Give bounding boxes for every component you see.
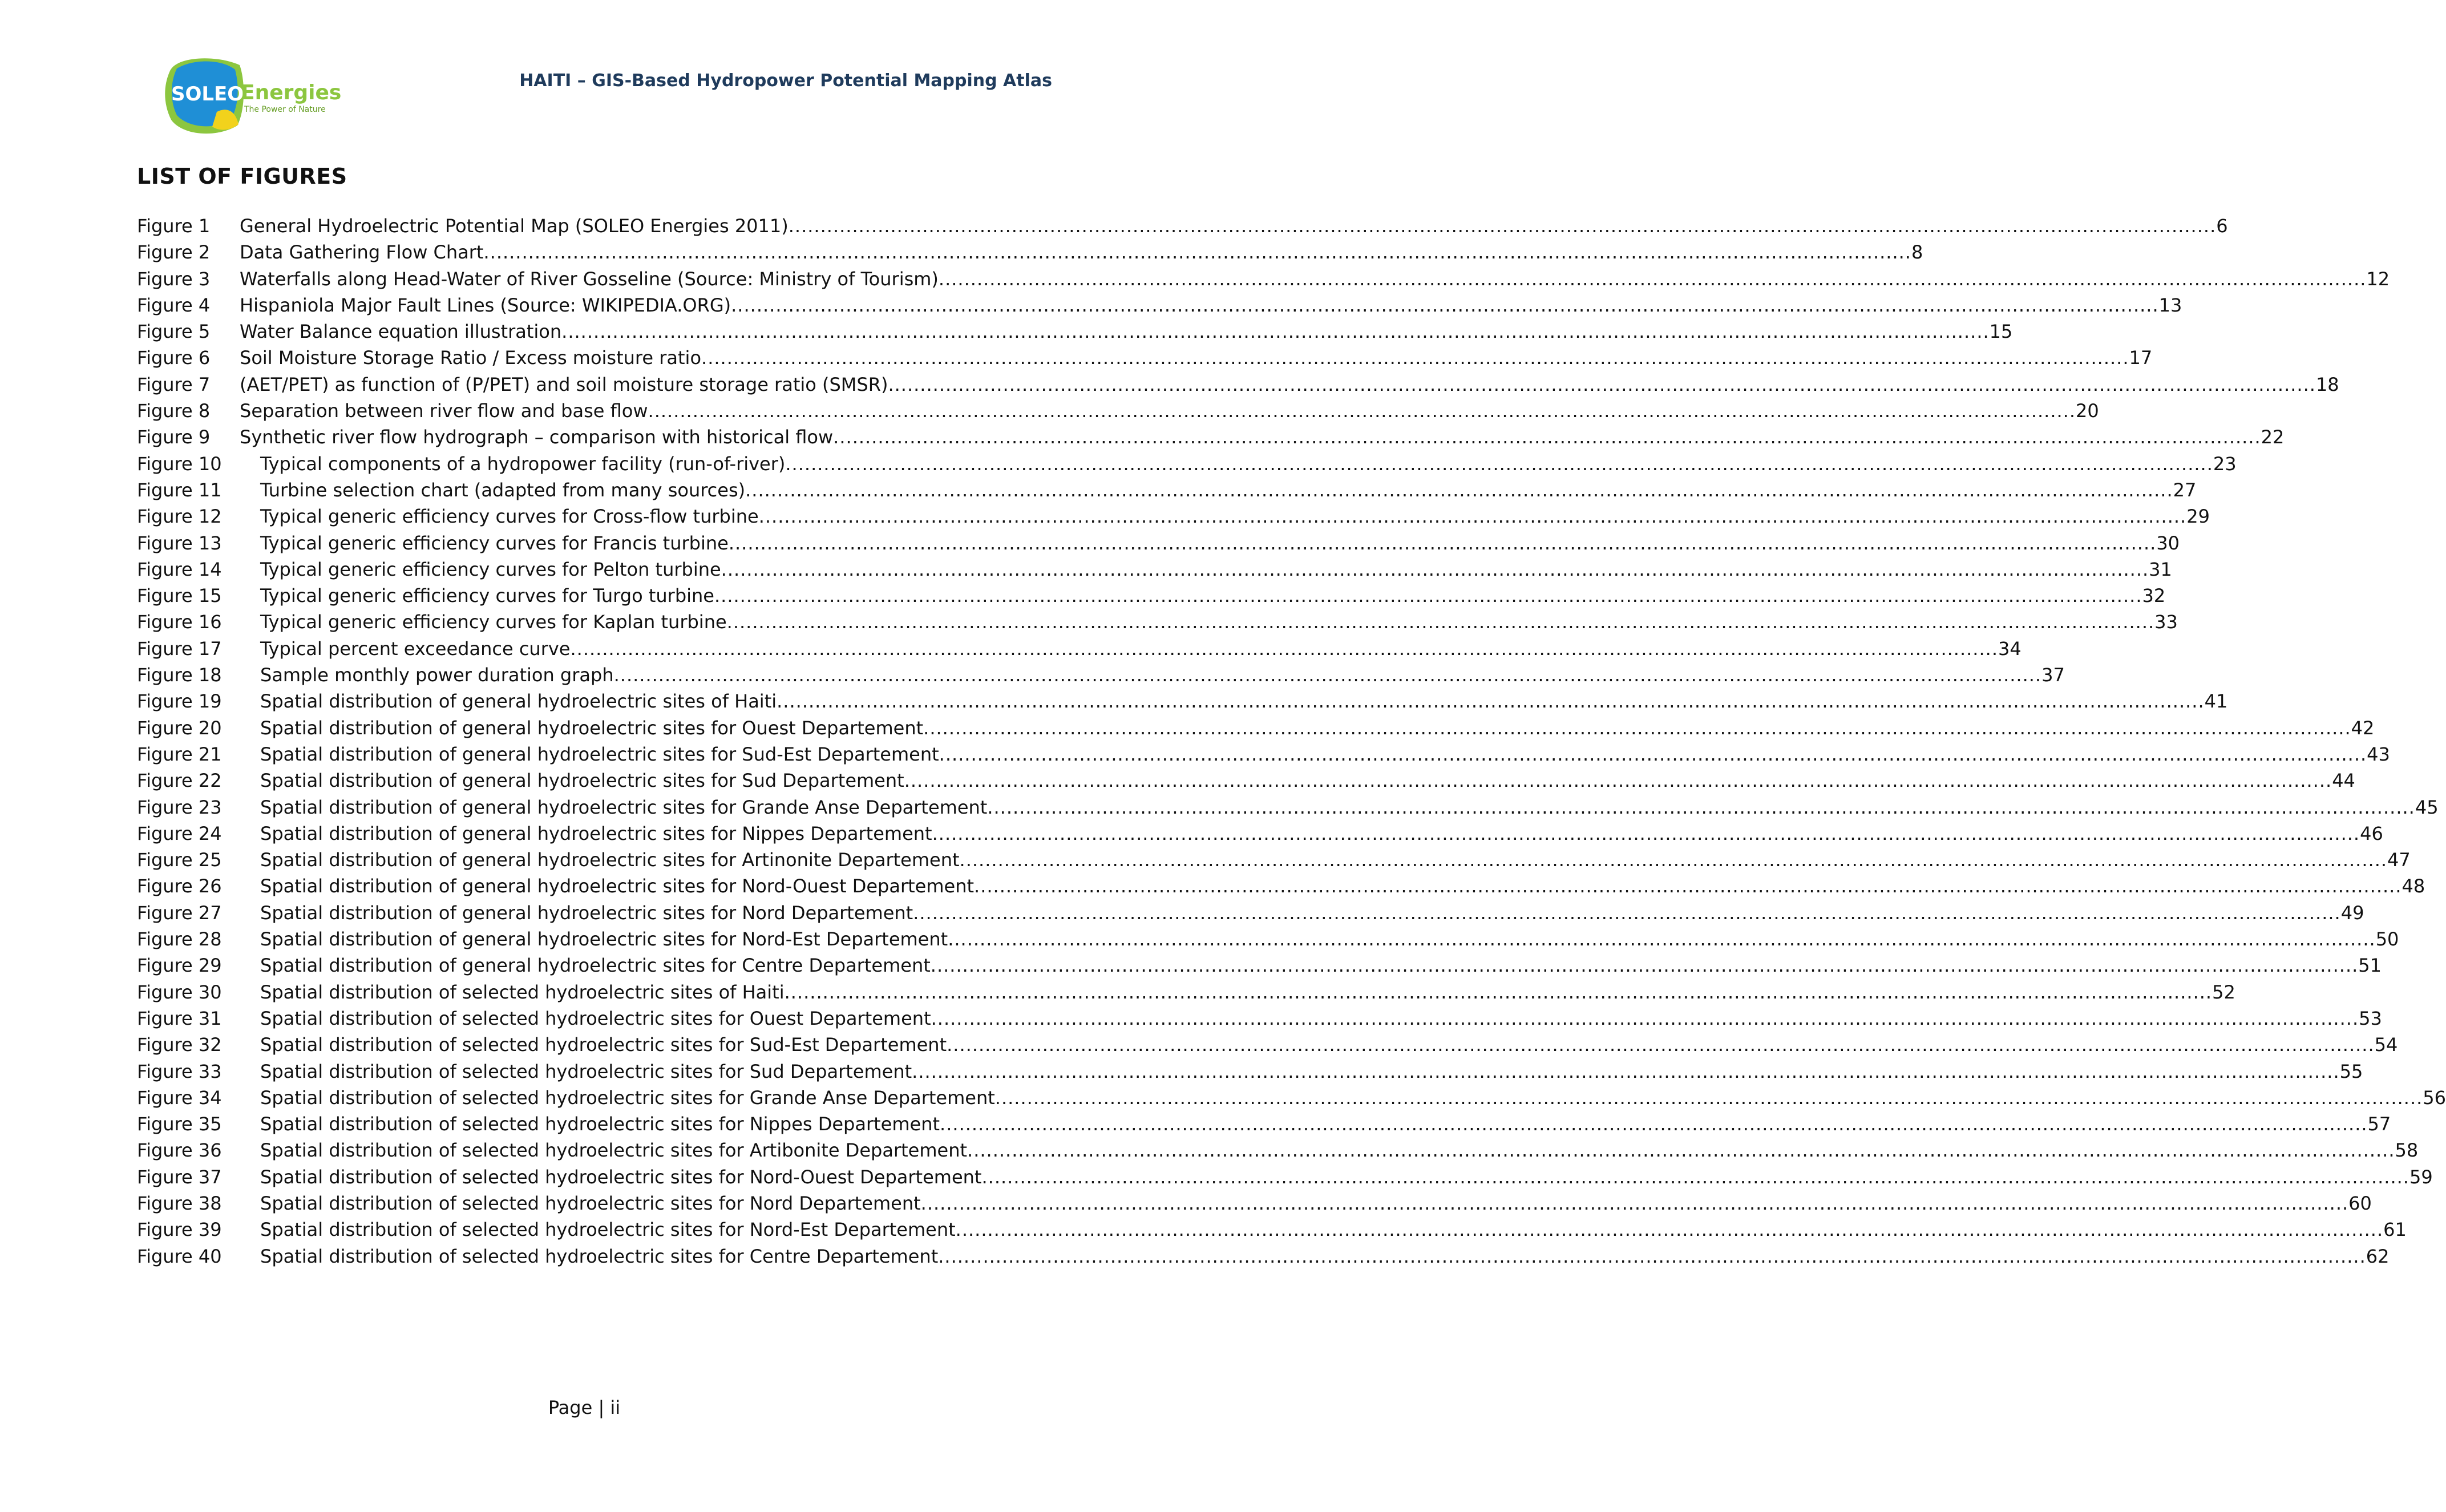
figure-entry[interactable]: [137, 1190, 2372, 1216]
figure-title: Spatial distribution of selected hydroelectric sites for Nord Departement: [260, 1192, 921, 1214]
figure-entry-line: [260, 1085, 2446, 1111]
figure-entry-line: [260, 979, 2235, 1005]
figure-entry[interactable]: [137, 398, 2099, 424]
document-header-title: HAITI – GIS-Based Hydropower Potential Mapping Atlas: [519, 71, 1052, 91]
figure-title: Spatial distribution of selected hydroelectric sites for Nippes Departement: [260, 1113, 940, 1135]
figure-page-number: 20: [2076, 400, 2099, 422]
figure-entry[interactable]: [137, 636, 2022, 662]
figure-entry[interactable]: [137, 318, 2013, 345]
figure-label: Figure 8: [137, 400, 211, 422]
dot-leader: [960, 847, 2388, 873]
dot-leader: [714, 583, 2142, 609]
figure-page-number: 44: [2332, 770, 2355, 792]
figure-page-number: 56: [2423, 1086, 2446, 1109]
figure-label: Figure 2: [137, 241, 211, 264]
figure-entry[interactable]: [137, 979, 2235, 1005]
figure-title: Spatial distribution of selected hydroelectric sites for Sud-Est Departement: [260, 1034, 947, 1056]
dot-leader: [921, 1190, 2349, 1216]
figure-label: Figure 37: [137, 1166, 222, 1188]
figure-entry-line: [260, 556, 2172, 583]
dot-leader: [721, 556, 2149, 583]
figure-entry-line: [260, 503, 2210, 529]
figure-label: Figure 38: [137, 1192, 222, 1214]
figure-page-number: 22: [2261, 426, 2285, 448]
figure-entry-line: [260, 926, 2399, 952]
figure-entry[interactable]: [137, 266, 2390, 292]
dot-leader: [570, 636, 1998, 662]
dot-leader: [731, 292, 2159, 318]
figure-page-number: 30: [2156, 532, 2180, 554]
figure-label: Figure 31: [137, 1007, 222, 1029]
dot-leader: [987, 794, 2415, 820]
figure-title: Spatial distribution of selected hydroelectric sites for Ouest Departement: [260, 1007, 931, 1029]
figure-label: Figure 23: [137, 796, 222, 818]
figure-label: Figure 29: [137, 955, 222, 977]
figure-entry-line: [240, 318, 2013, 345]
figure-entry[interactable]: [137, 239, 1923, 265]
figure-title: Spatial distribution of general hydroelectric sites for Sud Departement: [260, 770, 904, 792]
figure-page-number: 61: [2383, 1219, 2407, 1241]
figure-page-number: 23: [2213, 452, 2237, 475]
figure-label: Figure 34: [137, 1086, 222, 1109]
figure-page-number: 32: [2142, 585, 2166, 607]
page-number: Page | ii: [548, 1397, 621, 1418]
dot-leader: [967, 1137, 2395, 1163]
figure-title: Spatial distribution of selected hydroelectric sites for Artibonite Departement: [260, 1139, 968, 1162]
figure-entry[interactable]: [137, 1111, 2391, 1137]
figure-entry-line: [260, 583, 2166, 609]
figure-title: Spatial distribution of selected hydroelectric sites for Nord-Ouest Departement: [260, 1166, 982, 1188]
figure-label: Figure 20: [137, 717, 222, 739]
figure-entry[interactable]: [137, 1243, 2390, 1270]
figure-entry-line: [260, 636, 2022, 662]
figure-page-number: 50: [2375, 928, 2399, 951]
figure-entry-line: [260, 794, 2439, 820]
dot-leader: [931, 1005, 2359, 1032]
figure-title: Typical components of a hydropower facility (run-of-river): [260, 452, 786, 475]
figure-label: Figure 16: [137, 611, 222, 633]
figure-page-number: 17: [2129, 347, 2153, 369]
figure-entry[interactable]: [137, 451, 2237, 477]
dot-leader: [904, 767, 2332, 794]
figure-label: Figure 27: [137, 901, 222, 924]
dot-leader: [995, 1085, 2423, 1111]
figure-entry-line: [260, 662, 2065, 688]
dot-leader: [785, 451, 2213, 477]
figure-label: Figure 32: [137, 1034, 222, 1056]
figure-label: Figure 22: [137, 770, 222, 792]
figure-entry-line: [260, 1243, 2390, 1270]
figure-page-number: 54: [2374, 1034, 2398, 1056]
dot-leader: [483, 239, 1911, 265]
figure-page-number: 52: [2212, 981, 2235, 1003]
company-logo: [160, 52, 342, 138]
dot-leader: [888, 371, 2316, 398]
dot-leader: [729, 530, 2157, 556]
dot-leader: [789, 213, 2217, 239]
figure-label: Figure 15: [137, 585, 222, 607]
figure-title: Spatial distribution of general hydroelectric sites for Nord-Est Departement: [260, 928, 948, 951]
figure-entry[interactable]: [137, 1005, 2382, 1032]
figure-entry[interactable]: [137, 1164, 2433, 1190]
figure-entry[interactable]: [137, 820, 2383, 847]
figure-page-number: 33: [2154, 611, 2178, 633]
dot-leader: [947, 1032, 2375, 1058]
dot-leader: [940, 1111, 2368, 1137]
figure-label: Figure 40: [137, 1245, 222, 1267]
figure-label: Figure 10: [137, 452, 222, 475]
figure-page-number: 49: [2340, 901, 2364, 924]
dot-leader: [727, 609, 2155, 635]
figure-page-number: 34: [1998, 637, 2022, 660]
figure-entry[interactable]: [137, 794, 2439, 820]
figure-title: Spatial distribution of general hydroelectric sites for Nord-Ouest Departement: [260, 875, 975, 898]
figure-label: Figure 39: [137, 1219, 222, 1241]
dot-leader: [785, 979, 2213, 1005]
figure-label: Figure 11: [137, 479, 222, 501]
figure-title: Typical generic efficiency curves for Kaplan turbine: [260, 611, 727, 633]
figure-entry[interactable]: [137, 1216, 2407, 1243]
figure-entry[interactable]: [137, 345, 2153, 371]
figure-entry-line: [240, 213, 2228, 239]
figure-entry-line: [260, 530, 2180, 556]
figure-page-number: 55: [2339, 1060, 2363, 1082]
figure-entry[interactable]: [137, 741, 2390, 767]
figure-entry-line: [260, 1005, 2382, 1032]
figure-title: Separation between river flow and base flow: [240, 400, 648, 422]
figure-title: Spatial distribution of selected hydroelectric sites for Sud Departement: [260, 1060, 912, 1082]
figure-title: Synthetic river flow hydrograph – comparison with historical flow: [240, 426, 834, 448]
figure-title: Spatial distribution of general hydroelectric sites for Grande Anse Departement: [260, 796, 988, 818]
figure-label: Figure 14: [137, 558, 222, 580]
figures-list: [137, 213, 2446, 1270]
figure-label: Figure 3: [137, 268, 211, 290]
figure-entry-line: [260, 1164, 2433, 1190]
figure-page-number: 59: [2409, 1166, 2433, 1188]
figure-entry-line: [260, 1032, 2398, 1058]
figure-page-number: 13: [2158, 294, 2182, 316]
figure-page-number: 53: [2359, 1007, 2382, 1029]
figure-label: Figure 26: [137, 875, 222, 898]
dot-leader: [981, 1164, 2409, 1190]
figure-label: Figure 25: [137, 849, 222, 871]
figure-title: Spatial distribution of general hydroelectric sites for Centre Departement: [260, 955, 931, 977]
figure-page-number: 58: [2395, 1139, 2419, 1162]
figure-label: Figure 5: [137, 321, 211, 343]
figure-title: Spatial distribution of selected hydroelectric sites for Centre Departement: [260, 1245, 939, 1267]
figure-entry-line: [260, 847, 2411, 873]
figure-title: Typical generic efficiency curves for Pelton turbine: [260, 558, 721, 580]
figure-title: Typical generic efficiency curves for Francis turbine: [260, 532, 729, 554]
figure-page-number: 57: [2367, 1113, 2391, 1135]
figure-entry[interactable]: [137, 715, 2375, 741]
figure-title: Spatial distribution of general hydroelectric sites for Ouest Departement: [260, 717, 924, 739]
figure-title: Hispaniola Major Fault Lines (Source: WIKIPEDIA.ORG): [240, 294, 731, 316]
figure-label: Figure 12: [137, 506, 222, 528]
figure-label: Figure 6: [137, 347, 211, 369]
figure-page-number: 62: [2366, 1245, 2390, 1267]
logo-text-main: SOLEO: [171, 83, 244, 106]
dot-leader: [939, 266, 2367, 292]
dot-leader: [561, 318, 1990, 345]
figure-entry-line: [260, 767, 2355, 794]
figure-page-number: 47: [2387, 849, 2411, 871]
dot-leader: [648, 398, 2076, 424]
dot-leader: [614, 662, 2042, 688]
figure-title: Soil Moisture Storage Ratio / Excess moisture ratio: [240, 347, 702, 369]
figure-entry[interactable]: [137, 847, 2411, 873]
figure-entry-line: [240, 266, 2390, 292]
logo-tagline: The Power of Nature: [244, 105, 326, 114]
figure-page-number: 48: [2401, 875, 2425, 898]
figure-page-number: 51: [2358, 955, 2382, 977]
figure-title: Spatial distribution of selected hydroelectric sites of Haiti: [260, 981, 785, 1003]
figure-title: Waterfalls along Head-Water of River Gosseline (Source: Ministry of Tourism): [240, 268, 939, 290]
dot-leader: [974, 873, 2402, 899]
figure-entry[interactable]: [137, 292, 2182, 318]
figure-entry-line: [260, 609, 2178, 635]
figure-page-number: 12: [2366, 268, 2390, 290]
figure-entry[interactable]: [137, 583, 2166, 609]
figure-page-number: 43: [2367, 743, 2390, 765]
figure-entry[interactable]: [137, 952, 2382, 979]
figure-entry[interactable]: [137, 213, 2228, 239]
figure-label: Figure 13: [137, 532, 222, 554]
figure-entry[interactable]: [137, 926, 2399, 952]
figure-entry-line: [260, 688, 2228, 714]
figure-entry[interactable]: [137, 371, 2339, 398]
figure-entry-line: [260, 1216, 2407, 1243]
figure-label: Figure 28: [137, 928, 222, 951]
figure-entry-line: [260, 820, 2383, 847]
figure-label: Figure 36: [137, 1139, 222, 1162]
figure-page-number: 37: [2041, 664, 2065, 686]
figure-entry-line: [240, 398, 2099, 424]
dot-leader: [777, 688, 2205, 714]
figure-title: Typical percent exceedance curve: [260, 637, 571, 660]
figure-entry[interactable]: [137, 688, 2228, 714]
figure-entry-line: [260, 900, 2364, 926]
figure-entry-line: [260, 873, 2425, 899]
figure-title: Water Balance equation illustration: [240, 321, 562, 343]
dot-leader: [932, 820, 2360, 847]
figure-label: Figure 4: [137, 294, 211, 316]
figure-page-number: 8: [1911, 241, 1923, 264]
figure-title: Typical generic efficiency curves for Turgo turbine: [260, 585, 714, 607]
figure-title: Typical generic efficiency curves for Cross-flow turbine: [260, 506, 759, 528]
dot-leader: [701, 345, 2129, 371]
figure-entry[interactable]: [137, 1137, 2419, 1163]
figure-title: Sample monthly power duration graph: [260, 664, 614, 686]
dot-leader: [938, 1243, 2366, 1270]
figure-title: General Hydroelectric Potential Map (SOLEO Energies 2011): [240, 215, 789, 237]
dot-leader: [931, 952, 2359, 979]
figure-entry[interactable]: [137, 477, 2197, 503]
figure-entry-line: [240, 345, 2153, 371]
figure-entry[interactable]: [137, 1032, 2398, 1058]
figure-label: Figure 7: [137, 373, 211, 395]
figure-title: Data Gathering Flow Chart: [240, 241, 484, 264]
dot-leader: [948, 926, 2376, 952]
figure-page-number: 42: [2351, 717, 2375, 739]
figure-label: Figure 9: [137, 426, 211, 448]
list-of-figures-heading: LIST OF FIGURES: [137, 164, 347, 189]
figure-entry-line: [260, 952, 2382, 979]
figure-page-number: 15: [1989, 321, 2013, 343]
figure-label: Figure 35: [137, 1113, 222, 1135]
figure-entry-line: [260, 1137, 2419, 1163]
figure-title: Spatial distribution of selected hydroelectric sites for Grande Anse Departement: [260, 1086, 995, 1109]
figure-entry[interactable]: [137, 900, 2364, 926]
figure-title: Spatial distribution of general hydroelectric sites for Nippes Departement: [260, 822, 932, 844]
figure-label: Figure 1: [137, 215, 211, 237]
dot-leader: [913, 900, 2341, 926]
figure-label: Figure 30: [137, 981, 222, 1003]
figure-entry[interactable]: [137, 1058, 2363, 1085]
figure-page-number: 31: [2149, 558, 2172, 580]
figure-label: Figure 24: [137, 822, 222, 844]
figure-entry-line: [240, 239, 1923, 265]
dot-leader: [956, 1216, 2384, 1243]
figure-entry-line: [260, 1111, 2391, 1137]
dot-leader: [939, 741, 2367, 767]
figure-title: Spatial distribution of general hydroelectric sites for Artinonite Departement: [260, 849, 960, 871]
dot-leader: [759, 503, 2187, 529]
figure-label: Figure 19: [137, 690, 222, 713]
figure-page-number: 45: [2415, 796, 2439, 818]
dot-leader: [923, 715, 2351, 741]
figure-title: Spatial distribution of general hydroelectric sites of Haiti: [260, 690, 777, 713]
figure-page-number: 41: [2204, 690, 2228, 713]
dot-leader: [912, 1058, 2340, 1085]
figure-title: (AET/PET) as function of (P/PET) and soil moisture storage ratio (SMSR): [240, 373, 888, 395]
figure-page-number: 29: [2186, 506, 2210, 528]
figure-entry-line: [260, 477, 2197, 503]
figure-entry[interactable]: [137, 609, 2178, 635]
figure-page-number: 18: [2315, 373, 2339, 395]
figure-page-number: 6: [2216, 215, 2228, 237]
figure-entry-line: [260, 1190, 2372, 1216]
figure-page-number: 60: [2348, 1192, 2372, 1214]
figure-entry[interactable]: [137, 1085, 2446, 1111]
logo-text-accent: Energies: [241, 81, 342, 104]
figure-entry[interactable]: [137, 530, 2180, 556]
figure-title: Spatial distribution of general hydroelectric sites for Nord Departement: [260, 901, 913, 924]
logo-graphic: [160, 52, 342, 138]
figure-entry[interactable]: [137, 662, 2065, 688]
figure-entry[interactable]: [137, 873, 2425, 899]
figure-label: Figure 33: [137, 1060, 222, 1082]
figure-entry-line: [240, 371, 2339, 398]
figure-entry[interactable]: [137, 767, 2355, 794]
figure-entry-line: [240, 292, 2182, 318]
figure-entry[interactable]: [137, 556, 2172, 583]
dot-leader: [745, 477, 2173, 503]
figure-entry-line: [260, 451, 2237, 477]
figure-label: Figure 21: [137, 743, 222, 765]
figure-entry-line: [260, 741, 2390, 767]
figure-title: Spatial distribution of selected hydroelectric sites for Nord-Est Departement: [260, 1219, 956, 1241]
figure-entry[interactable]: [137, 424, 2285, 450]
dot-leader: [833, 424, 2261, 450]
figure-title: Turbine selection chart (adapted from many sources): [260, 479, 746, 501]
figure-label: Figure 18: [137, 664, 222, 686]
figure-entry-line: [260, 1058, 2363, 1085]
figure-label: Figure 17: [137, 637, 222, 660]
figure-page-number: 27: [2173, 479, 2197, 501]
figure-entry[interactable]: [137, 503, 2210, 529]
figure-title: Spatial distribution of general hydroelectric sites for Sud-Est Departement: [260, 743, 939, 765]
figure-entry-line: [260, 715, 2375, 741]
figure-entry-line: [240, 424, 2285, 450]
figure-page-number: 46: [2360, 822, 2383, 844]
